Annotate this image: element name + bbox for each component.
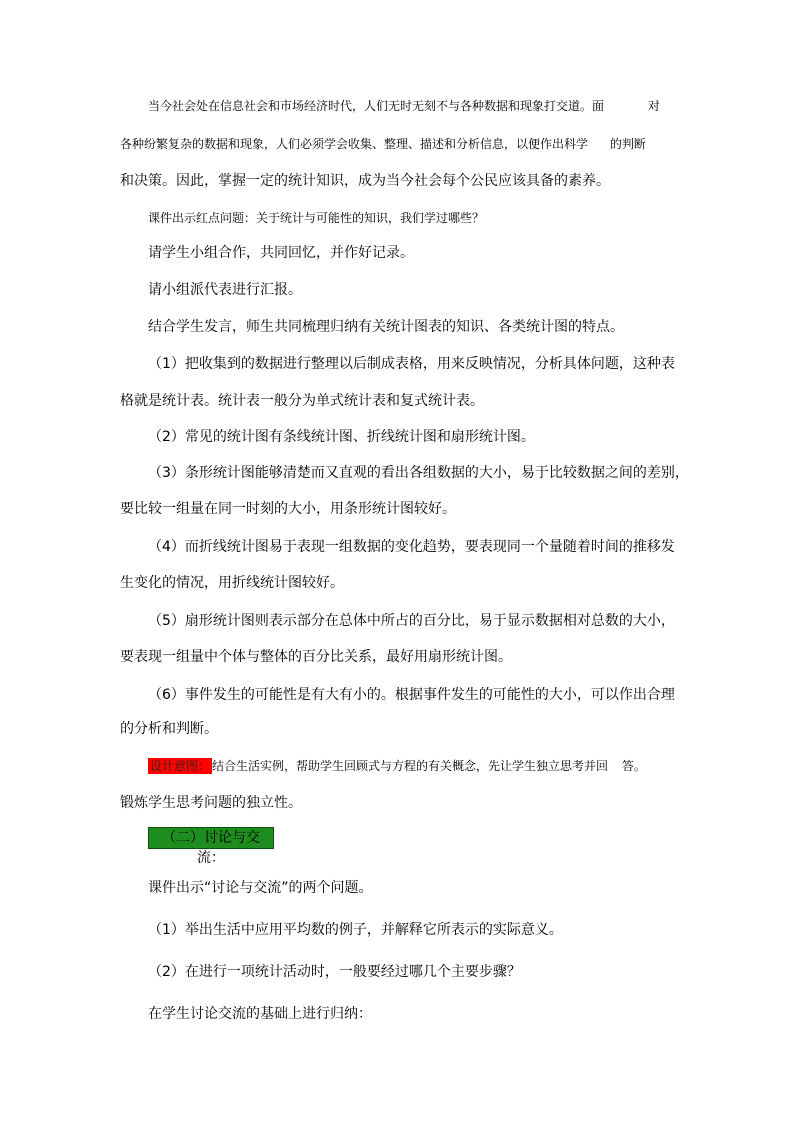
paragraph-intro-line1 <box>148 97 660 115</box>
design-intent-label: 设计意图： <box>150 759 211 773</box>
item-2: （2）常见的统计图有条线统计图、折线统计图和扇形统计图。 <box>148 429 535 445</box>
section-title-discussion: （二）讨论与交流： <box>148 827 274 849</box>
item-5-line2: 要表现一组量中个体与整体的百分比关系，最好用扇形统计图。 <box>120 649 512 665</box>
item-6-line2: 的分析和判断。 <box>120 721 218 737</box>
item-3-line1: （3）条形统计图能够清楚而又直观的看出各组数据的大小，易于比较数据之间的差别， <box>148 465 689 481</box>
text-run: 当今社会处在信息社会和市场经济时代，人们无时无刻不与各种数据和现象打交道。面 <box>148 99 605 113</box>
discussion-question-1: （1）举出生活中应用平均数的例子，并解释它所表示的实际意义。 <box>148 922 563 938</box>
text-run: 答。 <box>621 759 646 773</box>
item-1-line1: （1）把收集到的数据进行整理以后制成表格，用来反映情况，分析具体问题，这种表 <box>148 356 675 372</box>
item-1-line2: 格就是统计表。统计表一般分为单式统计表和复式统计表。 <box>120 393 484 409</box>
discussion-question-2: （2）在进行一项统计活动时，一般要经过哪几个主要步骤？ <box>148 964 521 980</box>
design-intent-line1 <box>148 757 646 775</box>
item-5-line1: （5）扇形统计图则表示部分在总体中所占的百分比，易于显示数据相对总数的大小， <box>148 613 675 629</box>
text-run: 的判断 <box>609 137 646 151</box>
item-4-line2: 生变化的情况，用折线统计图较好。 <box>120 575 344 591</box>
paragraph-discussion-intro: 课件出示“讨论与交流”的两个问题。 <box>148 880 373 896</box>
paragraph-red-point-question: 课件出示红点问题：关于统计与可能性的知识，我们学过哪些？ <box>148 211 485 225</box>
paragraph-intro-line2 <box>120 135 646 153</box>
paragraph-conclusion: 在学生讨论交流的基础上进行归纳： <box>148 1006 372 1022</box>
paragraph-report: 请小组派代表进行汇报。 <box>148 282 302 298</box>
item-6-line1: （6）事件发生的可能性是有大有小的。根据事件发生的可能性的大小，可以作出合理 <box>148 687 675 703</box>
paragraph-summary: 结合学生发言，师生共同梳理归纳有关统计图表的知识、各类统计图的特点。 <box>148 319 624 335</box>
text-run: 对 <box>647 99 660 113</box>
paragraph-intro-line3: 和决策。因此，掌握一定的统计知识，成为当今社会每个公民应该具备的素养。 <box>120 173 610 189</box>
text-run: 各种纷繁复杂的数据和现象，人们必须学会收集、整理、描述和分析信息，以便作出科学 <box>120 137 589 151</box>
design-intent-line2: 锻炼学生思考问题的独立性。 <box>120 795 302 811</box>
item-4-line1: （4）而折线统计图易于表现一组数据的变化趋势，要表现同一个量随着时间的推移发 <box>148 539 675 555</box>
text-run: 结合生活实例，帮助学生回顾式与方程的有关概念，先让学生独立思考并回 <box>212 759 609 773</box>
item-3-line2: 要比较一组量在同一时刻的大小，用条形统计图较好。 <box>120 501 456 517</box>
paragraph-group-work: 请学生小组合作，共同回忆，并作好记录。 <box>148 245 414 261</box>
